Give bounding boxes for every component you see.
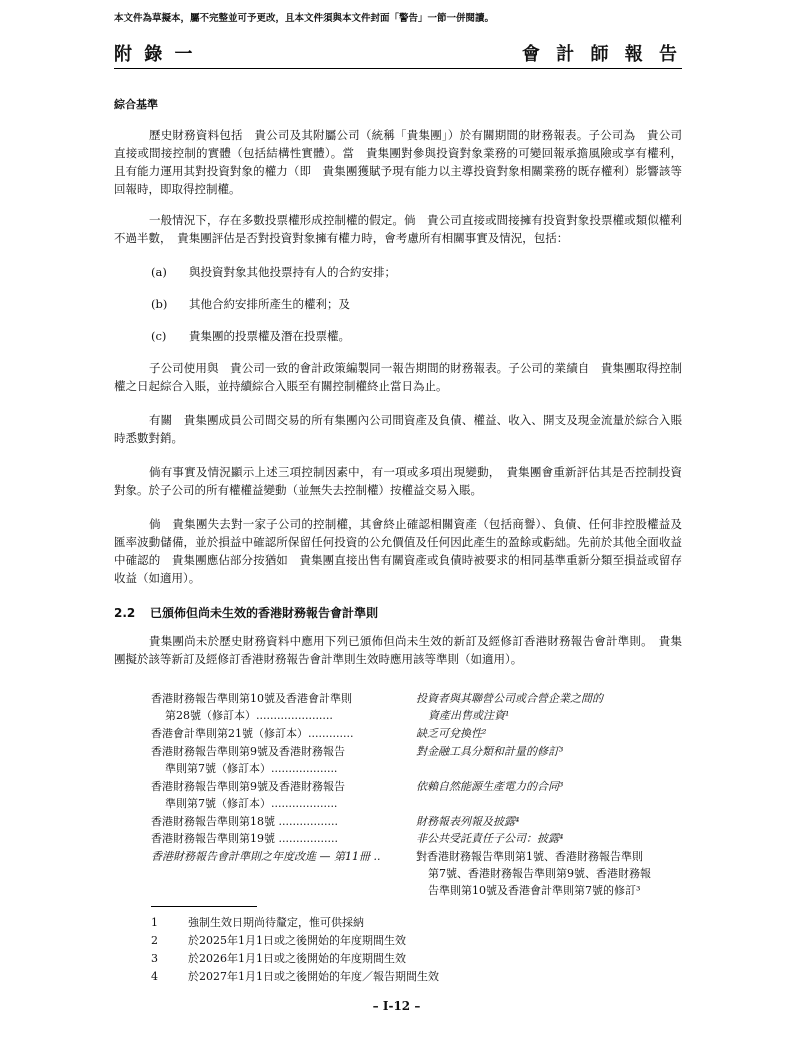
footnote-text: 於2026年1月1日或之後開始的年度期間生效 [188, 952, 406, 965]
paragraph: 有關 貴集團成員公司間交易的所有集團內公司間資產及負債、權益、收入、開支及現金流量於綜合入賬時悉數對銷。 [114, 413, 682, 445]
paragraph: 倘有事實及情況顯示上述三項控制因素中，有一項或多項出現變動， 貴集團會重新評估其是否控制投資對象。於子公司的所有權權益變動（並無失去控制權）按權益交易入賬。 [114, 465, 682, 497]
footnote [151, 932, 406, 949]
section-number: 2.2 [114, 606, 136, 620]
list-item [151, 327, 350, 345]
footnote-text: 於2027年1月1日或之後開始的年度／報告期間生效 [188, 970, 439, 983]
paragraph: 子公司使用與 貴公司一致的會計政策編製同一報告期間的財務報表。子公司的業績自 貴集團取得控制權之日起綜合入賬，並持續綜合入賬至有關控制權終止當日為止。 [114, 361, 682, 393]
footnote-number: 3 [151, 952, 158, 965]
standard-name: 香港財務報告準則第18號 ................. [151, 815, 338, 828]
section-title: 已頒佈但尚未生效的香港財務報告會計準則 [150, 606, 379, 620]
standard-description: 資產出售或注資¹ [428, 709, 510, 722]
standard-description: 對香港財務報告準則第1號、香港財務報告準則 [416, 850, 643, 863]
list-item-label: (b) [151, 297, 168, 311]
standard-name: 準則第7號（修訂本）................... [165, 797, 338, 810]
standard-description: 第7號、香港財務報告準則第9號、香港財務報 [428, 867, 651, 880]
standard-description: 對金融工具分類和計量的修訂³ [416, 745, 564, 758]
list-item-text: 其他合約安排所產生的權利；及 [189, 297, 350, 311]
standard-name: 第28號（修訂本）...................... [165, 709, 333, 722]
standard-description: 投資者與其聯營公司或合營企業之間的 [416, 692, 603, 705]
list-item [151, 263, 396, 281]
footnote-divider [151, 906, 257, 907]
standard-name: 香港財務報告準則第10號及香港會計準則 [151, 692, 352, 705]
standard-name: 香港財務報告準則第9號及香港財務報告 [151, 745, 345, 758]
list-item [151, 295, 350, 313]
list-item-text: 與投資對象其他投票持有人的合約安排； [189, 265, 396, 279]
list-item-label: (a) [151, 265, 167, 279]
footnote-text: 於2025年1月1日或之後開始的年度期間生效 [188, 934, 406, 947]
standard-name: 香港財務報告準則第9號及香港財務報告 [151, 780, 345, 793]
paragraph: 一般情況下，存在多數投票權形成控制權的假定。倘 貴公司直接或間接擁有投資對象投票權或類似權利不過半數， 貴集團評估是否對投資對象擁有權力時，會考慮所有相關事實及情況，包括： [114, 213, 682, 245]
standard-name: 香港財務報告準則第19號 ................. [151, 832, 338, 845]
standard-name: 香港財務報告會計準則之年度改進 — 第11冊 .. [151, 850, 381, 863]
subheading: 綜合基準 [114, 98, 158, 111]
paragraph: 歷史財務資料包括 貴公司及其附屬公司（統稱「貴集團」）於有關期間的財務報表。子公司為 貴公司直接或間接控制的實體（包括結構性實體）。當 貴集團對參與投資對象業務的可變回報承擔風險或享有權利，且有能力運用其對投資對象的權力（即 貴集團獲賦予現有能力以主導投資對象相關業務的既存權利）影響該等回報時，即取得控制權。 [114, 128, 682, 196]
standard-description: 財務報表列報及披露⁴ [416, 815, 520, 828]
standard-description: 缺乏可兌換性² [416, 727, 487, 740]
paragraph: 倘 貴集團失去對一家子公司的控制權，其會終止確認相關資產（包括商譽）、負債、任何非控股權益及匯率波動儲備，並於損益中確認所保留任何投資的公允價值及任何因此產生的盈餘或虧絀。先前於其他全面收益中確認的 貴集團應佔部分按猶如 貴集團直接出售有關資產或負債時被要求的相同基準重新分類至損益或留存收益（如適用）。 [114, 517, 682, 585]
footnote-number: 1 [151, 916, 158, 929]
section-heading [114, 604, 378, 621]
appendix-title: 附 錄 一 [114, 44, 196, 65]
standard-description: 非公共受託責任子公司：披露⁴ [416, 832, 564, 845]
footnote-number: 2 [151, 934, 158, 947]
page-number: – I-12 – [372, 999, 421, 1013]
list-item-label: (c) [151, 329, 167, 343]
standard-name: 準則第7號（修訂本）................... [165, 762, 338, 775]
standard-description: 告準則第10號及香港會計準則第7號的修訂³ [428, 884, 641, 897]
paragraph: 貴集團尚未於歷史財務資料中應用下列已頒佈但尚未生效的新訂及經修訂香港財務報告會計準則。 貴集團擬於該等新訂及經修訂香港財務報告會計準則生效時應用該等準則（如適用）。 [114, 634, 682, 666]
draft-warning: 本文件為草擬本，屬不完整並可予更改，且本文件須與本文件封面「警告」一節一併閱讀。 [114, 13, 495, 24]
page-header [114, 38, 682, 69]
footnote [151, 968, 439, 985]
footnote [151, 914, 364, 931]
report-title: 會 計 師 報 告 [521, 44, 682, 65]
footnote [151, 950, 406, 967]
footnote-text: 強制生效日期尚待釐定，惟可供採納 [188, 916, 364, 929]
list-item-text: 貴集團的投票權及潛在投票權。 [189, 329, 350, 343]
footnote-number: 4 [151, 970, 158, 983]
standard-description: 依賴自然能源生產電力的合同³ [416, 780, 564, 793]
standard-name: 香港會計準則第21號（修訂本）............. [151, 727, 354, 740]
